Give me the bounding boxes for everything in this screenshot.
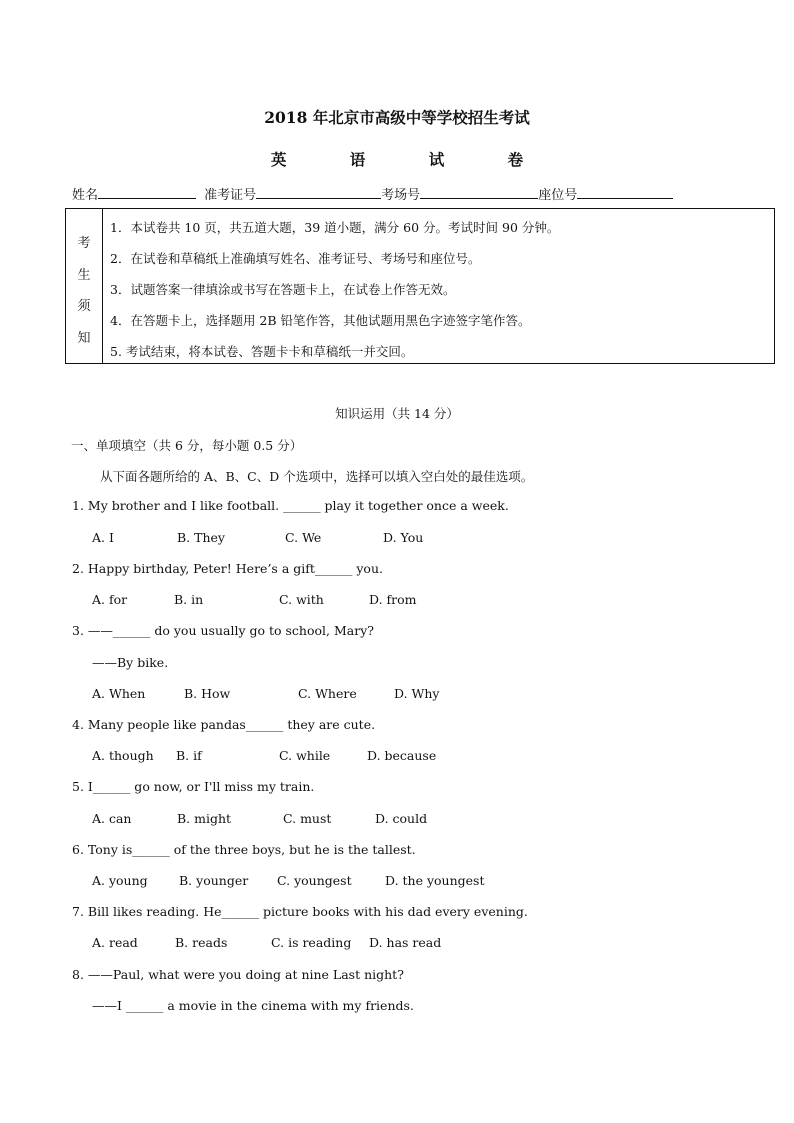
notice-label-char: 须	[77, 299, 91, 314]
option-a[interactable]: A. When	[92, 686, 146, 701]
notice-label-char: 生	[77, 268, 91, 283]
name-label: 姓名	[72, 188, 99, 203]
subtitle-char: 试	[428, 150, 445, 169]
option-a[interactable]: A. young	[92, 873, 148, 888]
question-stem: 1. My brother and I like football. ______ play it together once a week.	[72, 498, 509, 513]
room-blank[interactable]	[420, 186, 538, 199]
exam-id-label: 准考证号	[204, 188, 257, 203]
question-stem: 4. Many people like pandas______ they are cute.	[72, 717, 376, 732]
question-answer-line: ——I ______ a movie in the cinema with my friends.	[92, 998, 414, 1013]
option-c[interactable]: C. We	[285, 530, 322, 545]
name-blank[interactable]	[98, 186, 196, 199]
question-stem: 8. ——Paul, what were you doing at nine Last night?	[72, 967, 404, 982]
notice-rule: 4．在答题卡上，选择题用 2B 铅笔作答，其他试题用黑色字迹签字笔作答。	[110, 313, 531, 328]
option-b[interactable]: B. They	[177, 530, 225, 545]
question-answer-line: ——By bike.	[92, 655, 169, 670]
option-c[interactable]: C. while	[279, 748, 331, 763]
option-b[interactable]: B. younger	[179, 873, 249, 888]
option-a[interactable]: A. I	[92, 530, 114, 545]
candidate-info-line	[72, 184, 673, 203]
option-a[interactable]: A. for	[92, 592, 128, 607]
part-heading: 一、单项填空（共 6 分，每小题 0.5 分）	[71, 438, 303, 453]
option-c[interactable]: C. Where	[298, 686, 357, 701]
option-b[interactable]: B. if	[176, 748, 202, 763]
option-b[interactable]: B. might	[177, 811, 232, 826]
option-a[interactable]: A. though	[92, 748, 154, 763]
option-b[interactable]: B. reads	[175, 935, 228, 950]
exam-id-blank[interactable]	[256, 186, 381, 199]
seat-label: 座位号	[538, 188, 578, 203]
subtitle-char: 卷	[507, 150, 524, 169]
question-stem: 7. Bill likes reading. He______ picture books with his dad every evening.	[72, 904, 528, 919]
room-label: 考场号	[381, 188, 421, 203]
notice-rule: 5. 考试结束，将本试卷、答题卡卡和草稿纸一并交回。	[110, 344, 414, 359]
exam-subtitle	[0, 148, 794, 170]
option-d[interactable]: D. could	[375, 811, 428, 826]
notice-label-char: 考	[77, 236, 91, 251]
notice-label-column	[66, 209, 103, 363]
question-stem: 2. Happy birthday, Peter! Here’s a gift______ you.	[72, 561, 383, 576]
option-a[interactable]: A. can	[92, 811, 132, 826]
exam-title: 2018 年北京市高级中等学校招生考试	[264, 108, 530, 127]
section-heading: 知识运用（共 14 分）	[335, 406, 459, 421]
option-d[interactable]: D. the youngest	[385, 873, 485, 888]
option-c[interactable]: C. with	[279, 592, 324, 607]
notice-rule: 1．本试卷共 10 页，共五道大题，39 道小题，满分 60 分。考试时间 90 分钟。	[110, 220, 560, 235]
question-stem: 6. Tony is______ of the three boys, but he is the tallest.	[72, 842, 416, 857]
notice-rule: 3．试题答案一律填涂或书写在答题卡上，在试卷上作答无效。	[110, 282, 456, 297]
option-d[interactable]: D. has read	[369, 935, 442, 950]
option-a[interactable]: A. read	[92, 935, 138, 950]
subtitle-char: 语	[349, 150, 366, 169]
part-instruction: 从下面各题所给的 A、B、C、D 个选项中，选择可以填入空白处的最佳选项。	[100, 469, 534, 484]
candidate-notice-box	[65, 208, 775, 364]
option-c[interactable]: C. youngest	[277, 873, 352, 888]
option-d[interactable]: D. You	[383, 530, 424, 545]
seat-blank[interactable]	[577, 186, 673, 199]
notice-label-char: 知	[77, 331, 91, 346]
option-d[interactable]: D. Why	[394, 686, 440, 701]
option-d[interactable]: D. because	[367, 748, 437, 763]
option-c[interactable]: C. is reading	[271, 935, 352, 950]
option-d[interactable]: D. from	[369, 592, 417, 607]
option-b[interactable]: B. How	[184, 686, 231, 701]
question-stem: 5. I______ go now, or I'll miss my train.	[72, 779, 315, 794]
question-stem: 3. ——______ do you usually go to school, Mary?	[72, 623, 374, 638]
option-b[interactable]: B. in	[174, 592, 204, 607]
option-c[interactable]: C. must	[283, 811, 332, 826]
notice-rule: 2．在试卷和草稿纸上准确填写姓名、准考证号、考场号和座位号。	[110, 251, 481, 266]
subtitle-char: 英	[270, 150, 287, 169]
